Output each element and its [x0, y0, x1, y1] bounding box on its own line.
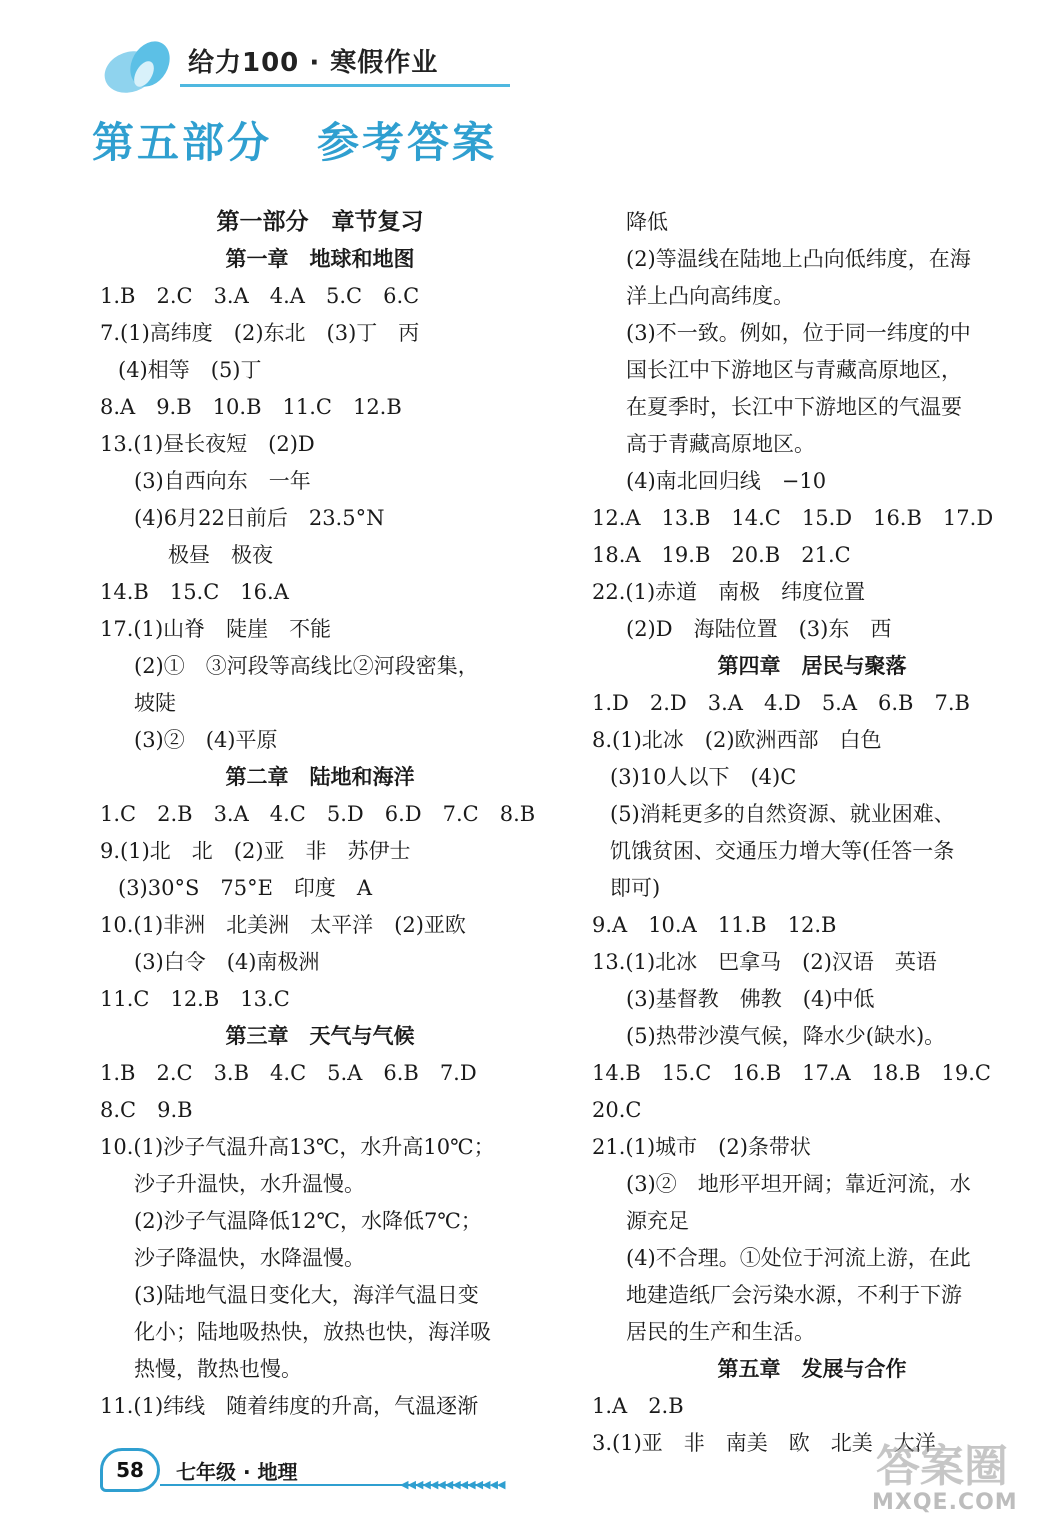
answer-line: 1.D 2.D 3.A 4.D 5.A 6.B 7.B: [592, 691, 970, 715]
grade-subject: 七年级 · 地理: [176, 1460, 298, 1484]
page-number: 58: [100, 1448, 160, 1492]
watermark-text: MXQE.COM: [872, 1490, 1018, 1515]
answer-line: 13.(1)昼长夜短 (2)D: [100, 432, 315, 456]
answer-line: 坡陡: [134, 691, 176, 715]
answer-line: 1.B 2.C 3.B 4.C 5.A 6.B 7.D: [100, 1061, 477, 1085]
leaf-logo-icon: [100, 34, 180, 104]
answer-line: 沙子降温快，水降温慢。: [134, 1246, 365, 1270]
answer-line: 饥饿贫困、交通压力增大等(任答一条: [610, 839, 955, 863]
answer-line: 18.A 19.B 20.B 21.C: [592, 543, 851, 567]
answer-line: 8.A 9.B 10.B 11.C 12.B: [100, 395, 402, 419]
answer-line: 热慢，散热也慢。: [134, 1357, 302, 1381]
answer-line: 17.(1)山脊 陡崖 不能: [100, 617, 332, 641]
answer-line: (3)基督教 佛教 (4)中低: [626, 987, 875, 1011]
answer-line: (2)① ③河段等高线比②河段密集，: [134, 654, 479, 678]
answer-line: (3)10人以下 (4)C: [610, 765, 797, 789]
answer-line: 9.(1)北 北 (2)亚 非 苏伊士: [100, 839, 411, 863]
answer-line: 在夏季时，长江中下游地区的气温要: [626, 395, 962, 419]
answer-line: (3)陆地气温日变化大，海洋气温日变: [134, 1283, 479, 1307]
answer-line: 洋上凸向高纬度。: [626, 284, 794, 308]
page-footer: [100, 1448, 505, 1498]
section-heading: 第五章 发展与合作: [717, 1357, 907, 1381]
series-title: 给力100 · 寒假作业: [188, 48, 439, 78]
answer-line: 13.(1)北冰 巴拿马 (2)汉语 英语: [592, 950, 937, 974]
answer-line: 高于青藏高原地区。: [626, 432, 815, 456]
left-column: [100, 204, 540, 1425]
section-heading: 第一部分 章节复习: [216, 209, 424, 235]
answer-line: 11.C 12.B 13.C: [100, 987, 290, 1011]
answer-line: (3)② 地形平坦开阔；靠近河流，水: [626, 1172, 971, 1196]
answer-line: (4)不合理。①处位于河流上游，在此: [626, 1246, 971, 1270]
answer-line: (3)自西向东 一年: [134, 469, 311, 493]
answer-line: 14.B 15.C 16.A: [100, 580, 289, 604]
answer-line: 12.A 13.B 14.C 15.D 16.B 17.D: [592, 506, 994, 530]
answer-line: 1.A 2.B: [592, 1394, 684, 1418]
answer-line: 源充足: [626, 1209, 689, 1233]
part-title: 第五部分 参考答案: [92, 118, 498, 167]
answer-line: (5)消耗更多的自然资源、就业困难、: [610, 802, 955, 826]
answer-line: (3)② (4)平原: [134, 728, 278, 752]
answer-line: 降低: [626, 210, 668, 234]
answer-line: 20.C: [592, 1098, 642, 1122]
page-header: [100, 28, 520, 108]
header-divider: [180, 84, 510, 87]
right-column: [592, 204, 1032, 1462]
answer-line: 地建造纸厂会污染水源，不利于下游: [626, 1283, 962, 1307]
answer-line: (5)热带沙漠气候，降水少(缺水)。: [626, 1024, 946, 1048]
answer-line: (4)相等 (5)丁: [118, 358, 262, 382]
watermark-glyph: 答案圈: [876, 1441, 1008, 1492]
section-heading: 第二章 陆地和海洋: [225, 765, 415, 789]
answer-line: 1.B 2.C 3.A 4.A 5.C 6.C: [100, 284, 420, 308]
answer-line: (3)白令 (4)南极洲: [134, 950, 320, 974]
answer-line: 11.(1)纬线 随着纬度的升高，气温逐渐: [100, 1394, 479, 1418]
answer-line: (4)6月22日前后 23.5°N: [134, 506, 385, 530]
answer-line: 化小；陆地吸热快，放热也快，海洋吸: [134, 1320, 491, 1344]
answer-line: 7.(1)高纬度 (2)东北 (3)丁 丙: [100, 321, 420, 345]
answer-line: 10.(1)非洲 北美洲 太平洋 (2)亚欧: [100, 913, 466, 937]
answer-line: 沙子升温快，水升温慢。: [134, 1172, 365, 1196]
answer-line: 8.(1)北冰 (2)欧洲西部 白色: [592, 728, 882, 752]
answer-line: 21.(1)城市 (2)条带状: [592, 1135, 811, 1159]
section-heading: 第一章 地球和地图: [225, 247, 415, 271]
answer-line: 3.(1)亚 非 南美 欧 北美 大洋: [592, 1431, 936, 1455]
section-heading: 第三章 天气与气候: [225, 1024, 415, 1048]
answer-line: 居民的生产和生活。: [626, 1320, 815, 1344]
answer-line: 10.(1)沙子气温升高13℃，水升高10℃；: [100, 1135, 495, 1159]
watermark-logo: [872, 1430, 1032, 1526]
answer-line: 14.B 15.C 16.B 17.A 18.B 19.C: [592, 1061, 991, 1085]
footer-arrows-decoration: ◀◀◀◀◀◀◀◀◀◀◀◀◀◀: [400, 1478, 505, 1491]
answer-line: (3)不一致。例如，位于同一纬度的中: [626, 321, 971, 345]
section-heading: 第四章 居民与聚落: [717, 654, 907, 678]
answer-line: 即可): [610, 876, 661, 900]
answer-line: 极昼 极夜: [168, 543, 273, 567]
answer-line: 9.A 10.A 11.B 12.B: [592, 913, 837, 937]
answer-line: (2)等温线在陆地上凸向低纬度，在海: [626, 247, 971, 271]
answer-line: 1.C 2.B 3.A 4.C 5.D 6.D 7.C 8.B: [100, 802, 536, 826]
answer-line: 22.(1)赤道 南极 纬度位置: [592, 580, 866, 604]
answer-line: 国长江中下游地区与青藏高原地区，: [626, 358, 962, 382]
answer-line: (2)沙子气温降低12℃，水降低7℃；: [134, 1209, 482, 1233]
answer-line: 8.C 9.B: [100, 1098, 193, 1122]
answer-line: (4)南北回归线 −10: [626, 469, 827, 493]
answer-line: (2)D 海陆位置 (3)东 西: [626, 617, 892, 641]
answer-line: (3)30°S 75°E 印度 A: [118, 876, 373, 900]
